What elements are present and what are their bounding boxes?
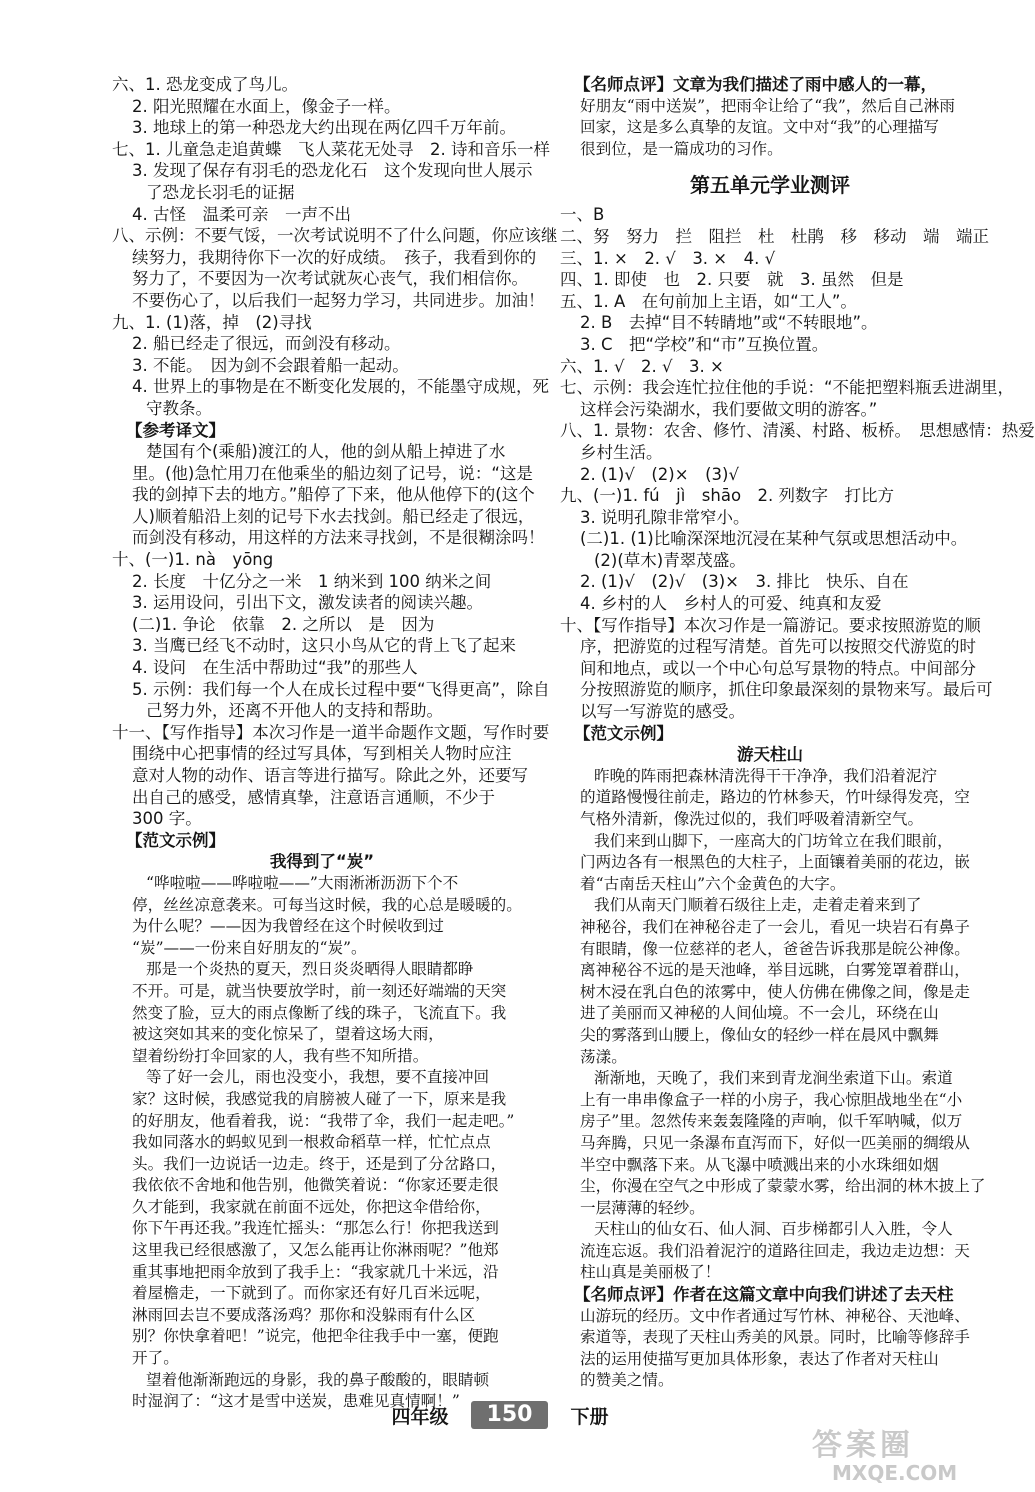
text-line: 人)顺着船沿上刻的记号下水去找剑。船已经走了很远， (132, 506, 535, 526)
text-line: 五、1. A 在句前加上主语，如“工人”。 (560, 291, 857, 311)
text-line: 守教条。 (146, 398, 212, 418)
text-line: 时湿润了：“这才是雪中送炭，患难见真情啊！” (132, 1392, 460, 1411)
text-line: “哗啦啦——哗啦啦——”大雨淅淅沥沥下个不 (146, 873, 459, 892)
text-line: 分按照游览的顺序，抓住印象最深刻的景物来写。最后可 (580, 680, 993, 700)
text-line: 我的剑掉下去的地方。”船停了下来，他从他停下的(这个 (132, 485, 535, 505)
text-line: 【名师点评】文章为我们描述了雨中感人的一幕， (574, 75, 937, 94)
text-line: 天柱山的仙女石、仙人洞、百步梯都引人入胜，令人 (594, 1220, 953, 1239)
text-line: 己努力外，还离不开他人的支持和帮助。 (146, 701, 443, 721)
text-line: 望着纷纷打伞回家的人，我有些不知所措。 (132, 1046, 429, 1065)
text-line: 回家，这是多么真挚的友谊。文中对“我”的心理描写 (580, 118, 940, 137)
text-line: 围绕中心把事情的经过写具体，写到相关人物时应注 (132, 744, 512, 764)
text-line: 而剑没有移动，用这样的方法来寻找剑，不是很糊涂吗！ (132, 528, 545, 548)
text-line: 3. 发现了保存有羽毛的恐龙化石 这个发现向世人展示 (132, 161, 533, 181)
text-line: 【名师点评】作者在这篇文章中向我们讲述了去天柱 (574, 1285, 954, 1305)
text-line: 一层薄薄的轻纱。 (580, 1198, 705, 1217)
text-line: 十一、【写作指导】本次习作是一道半命题作文题，写作时要 (112, 722, 550, 742)
text-line: 【参考译文】 (126, 420, 225, 440)
watermark-url: MXQE.COM (832, 1461, 958, 1485)
text-line: 的好朋友，他看着我，说：“我带了伞，我们一起走吧。” (132, 1111, 515, 1130)
text-line: 门两边各有一根黑色的大柱子，上面镶着美丽的花边，嵌 (580, 853, 970, 872)
text-line: 我们从南天门顺着石级往上走，走着走着来到了 (594, 896, 922, 915)
text-line: 3. 运用设问，引出下文，激发读者的阅读兴趣。 (132, 593, 483, 613)
text-line: 楚国有个(乘船)渡江的人，他的剑从船上掉进了水 (146, 442, 506, 462)
text-line: 那是一个炎热的夏天，烈日炎炎晒得人眼睛都睁 (146, 960, 474, 979)
text-line: 4. 设问 在生活中帮助过“我”的那些人 (132, 658, 418, 678)
text-line: 久才能到，我家就在前面不远处，你把这伞借给你， (132, 1197, 491, 1216)
text-line: 续努力，我期待你下一次的好成绩。 孩子，我看到你的 (132, 247, 537, 267)
text-line: 半空中飘落下来。从飞瀑中喷溅出来的小水珠细如烟 (580, 1155, 939, 1174)
text-line: 3. 地球上的第一种恐龙大约出现在两亿四千万年前。 (132, 118, 516, 138)
text-line: 八、1. 景物：农舍、修竹、清溪、村路、板桥。 思想感情：热爱 (560, 421, 1035, 441)
text-line: 3. 说明孔隙非常窄小。 (580, 507, 750, 527)
text-line: 3. C 把“学校”和“市”互换位置。 (580, 334, 829, 354)
text-line: 很到位，是一篇成功的习作。 (580, 139, 783, 158)
text-line: 着“古南岳天柱山”六个金黄色的大字。 (580, 874, 846, 893)
text-line: 七、1. 儿童急走追黄蝶 飞人菜花无处寻 2. 诗和音乐一样 (112, 139, 550, 159)
text-line: 六、1. 恐龙变成了鸟儿。 (112, 75, 298, 94)
text-line: 2. 阳光照耀在水面上，像金子一样。 (132, 96, 401, 116)
text-line: 3. 不能。 因为剑不会跟着船一起动。 (132, 355, 409, 375)
text-line: 4. 古怪 温柔可亲 一声不出 (132, 204, 351, 224)
text-line: 尖的雾落到山腰上，像仙女的轻纱一样在晨风中飘舞 (580, 1025, 939, 1044)
text-line: 二、努 努力 拦 阻拦 杜 杜鹃 移 移动 端 端正 (560, 226, 989, 246)
text-line: 九、1. (1)落，掉 (2)寻找 (112, 312, 312, 332)
text-line: 好朋友“雨中送炭”，把雨伞让给了“我”，然后自己淋雨 (580, 96, 955, 115)
text-line: 六、1. √ 2. √ 3. × (560, 356, 724, 376)
text-line: 等了好一会儿，雨也没变小，我想，要不直接冲回 (146, 1068, 490, 1087)
text-line: 这样会污染湖水，我们要做文明的游客。” (580, 399, 878, 419)
text-line: 以写一写游览的感受。 (580, 702, 745, 722)
watermark-logo (812, 1430, 992, 1488)
text-line: 里。(他)急忙用刀在他乘坐的船边刻了记号，说：“这是 (132, 463, 533, 483)
text-line: 九、(一)1. fú jì shāo 2. 列数字 打比方 (560, 486, 895, 506)
text-line: 渐渐地，天晚了，我们来到青龙涧坐索道下山。索道 (594, 1069, 953, 1088)
text-line: 你下午再还我。”我连忙摇头：“那怎么行！你把我送到 (132, 1219, 499, 1238)
text-line: 神秘谷，我们在神秘谷走了一会儿，看见一块岩石有鼻子 (580, 917, 970, 936)
text-line: 不要伤心了，以后我们一起努力学习，共同进步。加油！ (132, 290, 545, 310)
text-line: (二)1. (1)比喻深深地沉浸在某种气氛或思想活动中。 (580, 529, 968, 549)
text-line: 5. 示例：我们每一个人在成长过程中要“飞得更高”，除自 (132, 679, 550, 699)
text-line: 流连忘返。我们沿着泥泞的道路往回走，我边走边想：天 (580, 1241, 970, 1260)
text-line: 我们来到山脚下，一座高大的门坊耸立在我们眼前， (594, 831, 953, 850)
text-line: 三、1. × 2. √ 3. × 4. √ (560, 248, 776, 268)
text-line: 上有一串串像盒子一样的小房子，我心惊胆战地坐在“小 (580, 1090, 963, 1109)
text-line: 望着他渐渐跑远的身影，我的鼻子酸酸的，眼睛顿 (146, 1370, 490, 1389)
text-line: 头。我们一边说话一边走。终于，还是到了分岔路口， (132, 1154, 507, 1173)
page-footer (0, 1400, 1000, 1430)
text-line: 2. B 去掉“目不转睛地”或“不转眼地”。 (580, 313, 878, 333)
text-line: 【范文示例】 (574, 723, 673, 743)
text-line: 房子”里。忽然传来轰轰隆隆的声响，似千军呐喊，似万 (580, 1112, 963, 1131)
text-line: 4. 世界上的事物是在不断变化发展的，不能墨守成规，死 (132, 377, 549, 397)
text-line: 2. (1)√ (2)√ (3)× 3. 排比 快乐、自在 (580, 572, 909, 592)
text-line: 昨晚的阵雨把森林清洗得干干净净，我们沿着泥泞 (594, 766, 938, 785)
text-line: 索道等，表现了天柱山秀美的风景。同时，比喻等修辞手 (580, 1328, 970, 1347)
text-line: 八、示例：不要气馁，一次考试说明不了什么问题，你应该继 (112, 226, 558, 246)
text-line: 300 字。 (132, 809, 202, 829)
text-line: 法的运用使描写更加具体形象，表达了作者对天柱山 (580, 1349, 939, 1368)
left-column (112, 74, 558, 1413)
text-line: 一、B (560, 205, 605, 225)
text-line: 马奔腾，只见一条瀑布直泻而下，好似一匹美丽的绸缎从 (580, 1133, 970, 1152)
text-line: 山游玩的经历。文中作者通过写竹林、神秘谷、天池峰、 (580, 1306, 970, 1325)
text-line: 七、示例：我会连忙拉住他的手说：“不能把塑料瓶丢进湖里， (560, 378, 1015, 398)
watermark-text: 答案圈 (812, 1428, 914, 1463)
text-line: 气格外清新，像洗过似的，我们呼吸着清新空气。 (580, 810, 924, 828)
volume-label: 下册 (570, 1405, 609, 1428)
text-line: 然变了脸，豆大的雨点像断了线的珠子，飞流直下。我 (132, 1003, 507, 1022)
text-line: 努力了，不要因为一次考试就灰心丧气，我们相信你。 (132, 269, 528, 289)
text-line: 我依依不舍地和他告别，他微笑着说：“你家还要走很 (132, 1176, 499, 1195)
page-number: 150 (471, 1401, 549, 1429)
text-line: 荡漾。 (580, 1047, 627, 1066)
text-line: 我如同落水的蚂蚁见到一根救命稻草一样，忙忙点点 (132, 1133, 491, 1152)
text-line: 为什么呢？——因为我曾经在这个时候收到过 (132, 917, 444, 936)
text-line: 意对人物的动作、语言等进行描写。除此之外，还要写 (132, 766, 528, 785)
text-line: 停，丝丝凉意袭来。可每当这时候，我的心总是暖暖的。 (132, 895, 522, 914)
text-line: 有眼睛，像一位慈祥的老人，爸爸告诉我那是皖公神像。 (580, 939, 970, 958)
text-line: 序，把游览的过程写清楚。首先可以按照交代游览的时 (580, 637, 976, 657)
text-line: 柱山真是美丽极了！ (580, 1263, 721, 1282)
text-line: 不开。可是，就当快要放学时，前一刻还好端端的天突 (132, 981, 507, 1000)
text-line: (二)1. 争论 依靠 2. 之所以 是 因为 (132, 614, 435, 634)
text-line: 十、【写作指导】本次习作是一篇游记。要求按照游览的顺 (560, 615, 981, 635)
text-line: 离神秘谷不远的是天池峰，举目远眺，白雾笼罩着群山， (580, 961, 970, 980)
text-line: 出自己的感受，感情真挚，注意语言通顺，不少于 (132, 787, 495, 807)
text-line: 游天柱山 (737, 745, 803, 765)
text-line: 这里我已经很感激了，又怎么能再让你淋雨呢？”他郑 (132, 1241, 499, 1260)
text-line: 淋雨回去岂不要成落汤鸡？那你和没躲雨有什么区 (132, 1305, 476, 1324)
text-line: 尘，你漫在空气之中形成了蒙蒙水雾，给出洞的林木披上了 (580, 1177, 986, 1196)
text-line: 被这突如其来的变化惊呆了，望着这场大雨， (132, 1025, 444, 1044)
text-line: 着屋檐走，一下就到了。而你家还有好几百米远呢， (132, 1284, 491, 1303)
text-line: 第五单元学业测评 (690, 173, 850, 198)
text-line: 开了。 (132, 1349, 179, 1368)
text-line: 十、(一)1. nà yōng (112, 550, 274, 570)
text-line: 3. 当鹰已经飞不动时，这只小鸟从它的背上飞了起来 (132, 636, 516, 656)
text-line: 重其事地把雨伞放到了我手上：“我家就几十米远，沿 (132, 1262, 499, 1281)
text-line: (2)(草木)青翠茂盛。 (594, 550, 746, 570)
text-line: 的道路慢慢往前走，路边的竹林参天，竹叶绿得发亮，空 (580, 788, 970, 807)
text-line: 别？你快拿着吧！”说完，他把伞往我手中一塞，便跑 (132, 1327, 499, 1346)
text-line: 了恐龙长羽毛的证据 (146, 182, 295, 202)
right-column (560, 74, 1035, 1392)
grade-label: 四年级 (391, 1405, 449, 1428)
text-line: 4. 乡村的人 乡村人的可爱、纯真和友爱 (580, 594, 882, 614)
text-line: 间和地点，或以一个中心句总写景物的特点。中间部分 (580, 658, 976, 678)
text-line: 家？这时候，我感觉我的肩膀被人碰了一下，原来是我 (132, 1089, 507, 1108)
text-line: 2. 长度 十亿分之一米 1 纳米到 100 纳米之间 (132, 571, 492, 591)
text-line: 我得到了“炭” (269, 852, 375, 872)
text-line: 的赞美之情。 (580, 1371, 674, 1390)
text-line: 进了美丽而又神秘的人间仙境。不一会儿，环绕在山 (580, 1004, 939, 1023)
text-line: 2. (1)√ (2)× (3)√ (580, 464, 739, 484)
text-line: 四、1. 即使 也 2. 只要 就 3. 虽然 但是 (560, 270, 904, 290)
text-line: 树木浸在乳白色的浓雾中，使人仿佛在佛像之间，像是走 (580, 982, 970, 1001)
text-line: 【范文示例】 (126, 830, 225, 850)
text-line: “炭”——一份来自好朋友的“炭”。 (132, 938, 367, 957)
text-line: 2. 船已经走了很远，而剑没有移动。 (132, 334, 401, 354)
text-line: 乡村生活。 (580, 442, 663, 462)
